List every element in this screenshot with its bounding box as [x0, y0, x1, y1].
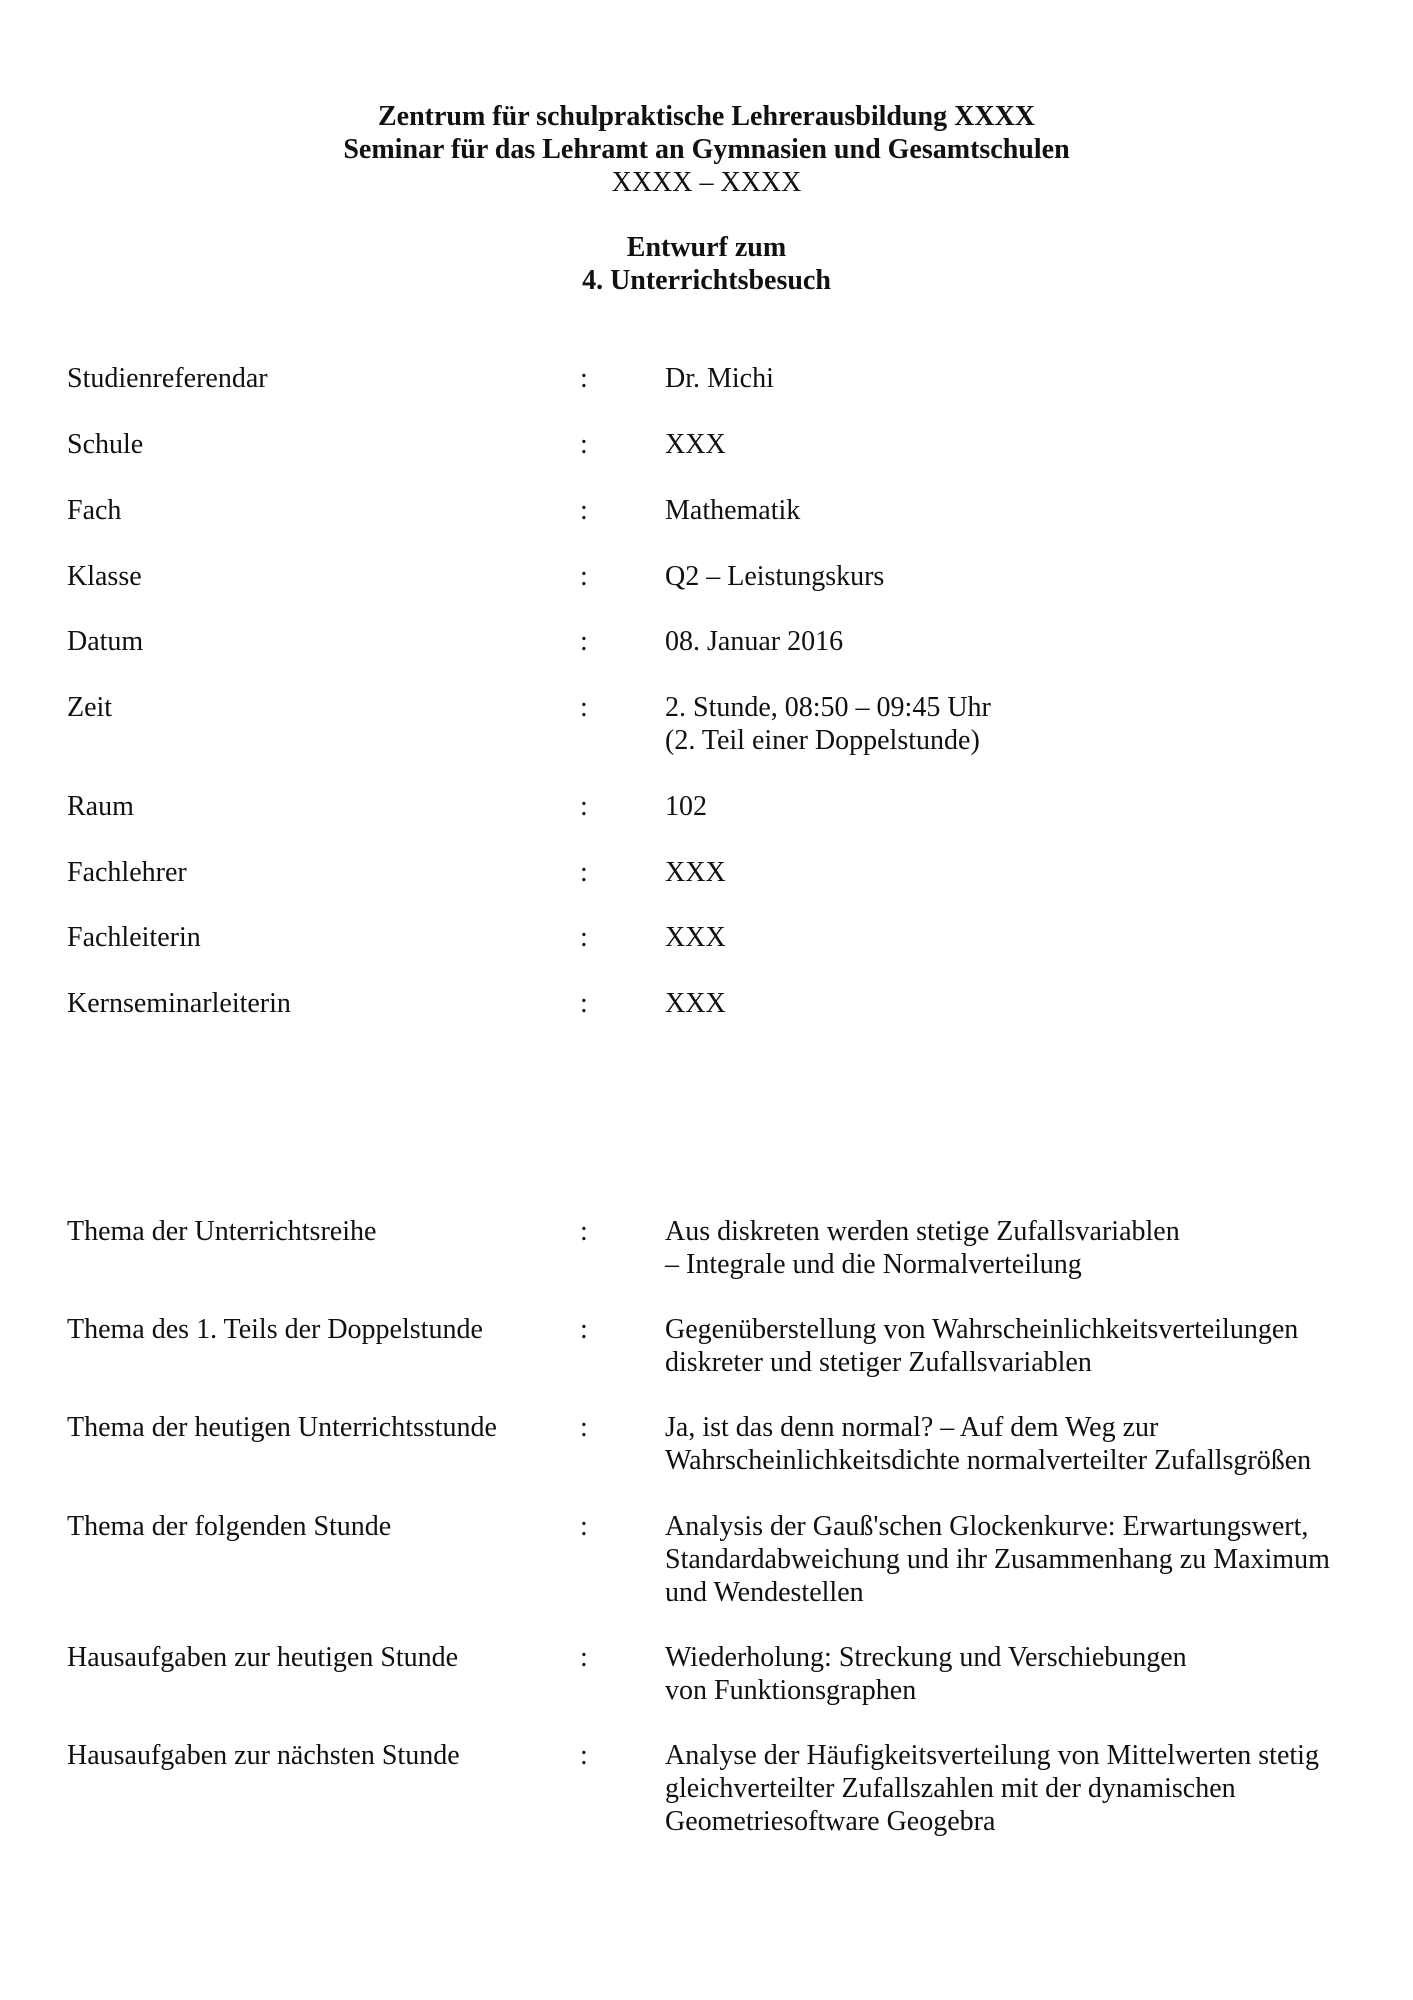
- topic-value: Analysis der Gauß'schen Glockenkurve: Erwartungswert, Standardabweichung und ihr Zusammenhang zu Maximum und Wendestellen: [665, 1511, 1330, 1608]
- info-value: XXX: [665, 429, 726, 460]
- info-value: Mathematik: [665, 495, 801, 526]
- info-value: XXX: [665, 922, 726, 953]
- seminar-location: XXXX – XXXX: [611, 167, 802, 198]
- topic-label: Hausaufgaben zur heutigen Stunde: [67, 1642, 459, 1673]
- topic-label: Thema der heutigen Unterrichtsstunde: [67, 1412, 497, 1443]
- topic-label: Thema der folgenden Stunde: [67, 1511, 392, 1542]
- info-value: 08. Januar 2016: [665, 626, 844, 657]
- info-value: 102: [665, 791, 707, 822]
- document-title-line2: 4. Unterrichtsbesuch: [582, 265, 831, 296]
- topic-value: Analyse der Häufigkeitsverteilung von Mittelwerten stetig gleichverteilter Zufallszahlen mit der dynamischen Geometriesoftware Geogebra: [665, 1740, 1319, 1837]
- topic-value: Aus diskreten werden stetige Zufallsvariablen – Integrale und die Normalverteilung: [665, 1216, 1180, 1280]
- info-separator: :: [580, 922, 588, 953]
- topic-separator: :: [580, 1412, 588, 1443]
- info-value: Dr. Michi: [665, 363, 774, 394]
- info-label: Fach: [67, 495, 122, 526]
- info-value: 2. Stunde, 08:50 – 09:45 Uhr (2. Teil einer Doppelstunde): [665, 692, 991, 756]
- info-label: Fachleiterin: [67, 922, 201, 953]
- topic-separator: :: [580, 1216, 588, 1247]
- info-separator: :: [580, 429, 588, 460]
- topic-label: Thema der Unterrichtsreihe: [67, 1216, 377, 1247]
- info-label: Klasse: [67, 561, 142, 592]
- topic-separator: :: [580, 1314, 588, 1345]
- info-label: Schule: [67, 429, 144, 460]
- topic-separator: :: [580, 1511, 588, 1542]
- info-separator: :: [580, 791, 588, 822]
- institution-header: [0, 100, 1413, 199]
- info-value: Q2 – Leistungskurs: [665, 561, 885, 592]
- info-label: Studienreferendar: [67, 363, 268, 394]
- info-separator: :: [580, 626, 588, 657]
- topic-label: Thema des 1. Teils der Doppelstunde: [67, 1314, 483, 1345]
- info-value: XXX: [665, 988, 726, 1019]
- seminar-name: Seminar für das Lehramt an Gymnasien und Gesamtschulen: [343, 134, 1070, 165]
- info-separator: :: [580, 363, 588, 394]
- info-label: Fachlehrer: [67, 857, 187, 888]
- info-separator: :: [580, 857, 588, 888]
- institution-name: Zentrum für schulpraktische Lehrerausbildung XXXX: [377, 101, 1036, 132]
- topic-label: Hausaufgaben zur nächsten Stunde: [67, 1740, 460, 1771]
- topic-separator: :: [580, 1642, 588, 1673]
- document-title: [0, 231, 1413, 297]
- info-value: XXX: [665, 857, 726, 888]
- info-label: Raum: [67, 791, 134, 822]
- topic-value: Ja, ist das denn normal? – Auf dem Weg zur Wahrscheinlichkeitsdichte normalverteilter Zufallsgrößen: [665, 1412, 1312, 1476]
- info-separator: :: [580, 495, 588, 526]
- info-label: Datum: [67, 626, 144, 657]
- info-label: Zeit: [67, 692, 113, 723]
- info-separator: :: [580, 692, 588, 723]
- topic-value: Wiederholung: Streckung und Verschiebungen von Funktionsgraphen: [665, 1642, 1187, 1706]
- info-label: Kernseminarleiterin: [67, 988, 291, 1019]
- topic-value: Gegenüberstellung von Wahrscheinlichkeitsverteilungen diskreter und stetiger Zufallsvariablen: [665, 1314, 1299, 1378]
- topic-separator: :: [580, 1740, 588, 1771]
- info-separator: :: [580, 561, 588, 592]
- document-title-line1: Entwurf zum: [626, 232, 787, 263]
- info-separator: :: [580, 988, 588, 1019]
